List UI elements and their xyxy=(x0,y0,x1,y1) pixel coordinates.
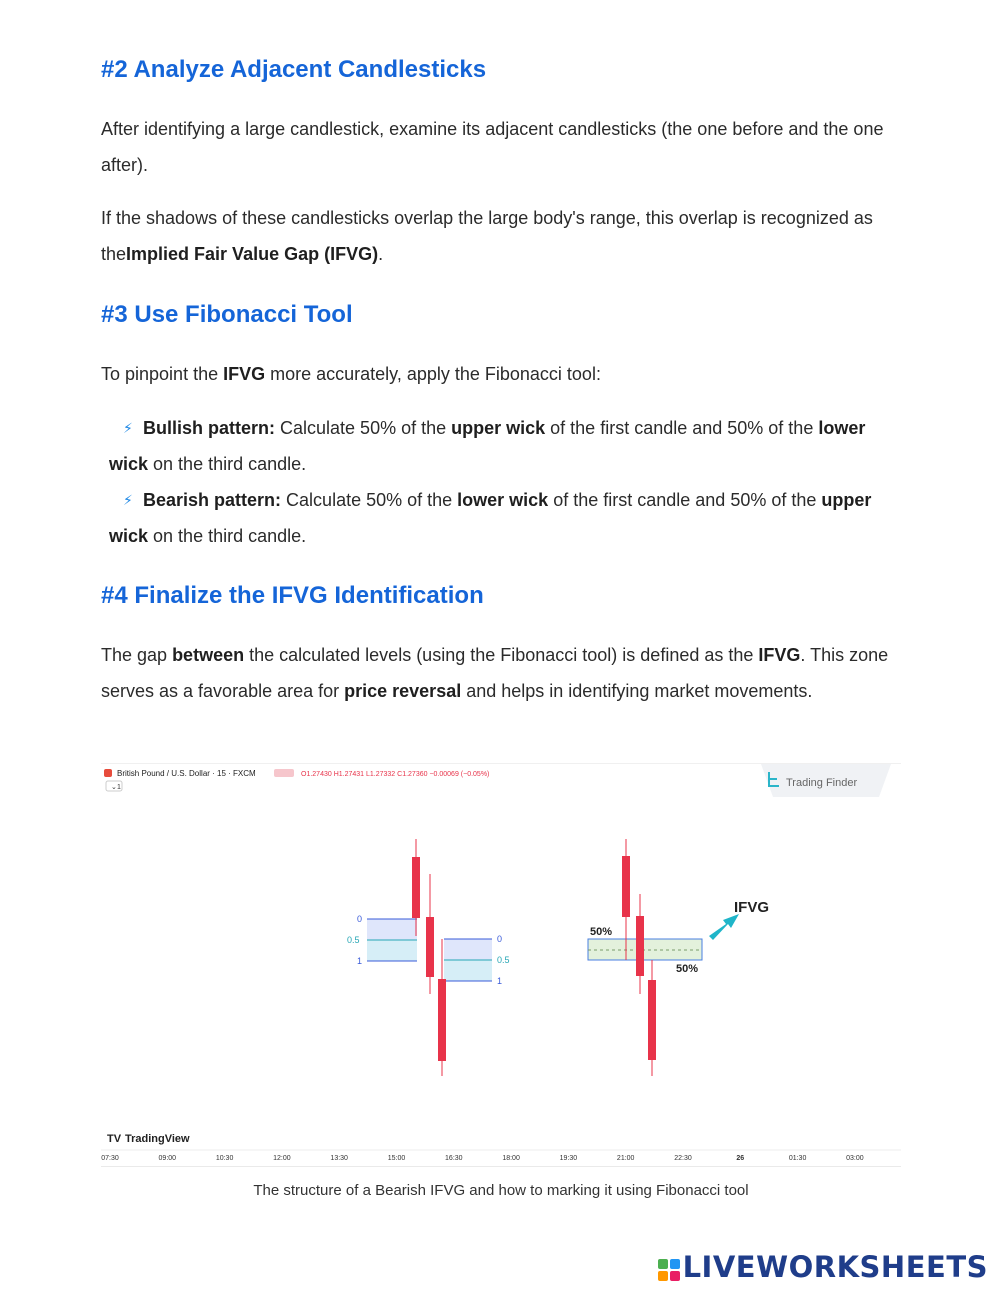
time-axis-tick: 01:30 xyxy=(788,1155,807,1162)
paragraph-overlap: If the shadows of these candlesticks overlap the large body's range, this overlap is recognized as theImplied Fair Value Gap (IFVG). xyxy=(101,208,873,264)
list-item-bullish: ⚡ Bullish pattern: Calculate 50% of the upper wick of the first candle and 50% of the lower wick on the third candle. xyxy=(109,410,901,482)
left-fib-0: 0 xyxy=(357,914,363,924)
lightning-icon: ⚡ xyxy=(123,492,133,508)
liveworksheets-logo: LIVEWORKSHEETS xyxy=(658,1250,988,1284)
time-axis-tick: 16:30 xyxy=(445,1155,463,1162)
flag-icon xyxy=(104,769,112,777)
lower-pct-label: 50% xyxy=(676,963,699,975)
section-heading-fibonacci: #3 Use Fibonacci Tool xyxy=(101,301,353,328)
right-fib-05: 0.5 xyxy=(497,955,510,965)
term-ifvg: Implied Fair Value Gap (IFVG) xyxy=(126,244,379,264)
section-heading-finalize: #4 Finalize the IFVG Identification xyxy=(101,582,484,609)
candle xyxy=(636,916,644,976)
left-fib-1: 1 xyxy=(357,956,363,966)
upper-pct-label: 50% xyxy=(590,926,613,938)
time-axis-tick: 10:30 xyxy=(215,1155,234,1162)
candle xyxy=(412,857,420,918)
tradingview-logo-icon: TV xyxy=(107,1133,122,1145)
list-item-bearish: ⚡ Bearish pattern: Calculate 50% of the lower wick of the first candle and 50% of the upper wick on the third candle. xyxy=(109,482,901,554)
right-fib-1: 1 xyxy=(497,976,503,986)
time-axis xyxy=(101,1155,864,1162)
ifvg-arrow-icon xyxy=(709,914,739,940)
ifvg-label: IFVG xyxy=(734,899,770,916)
paragraph-adjacent: After identifying a large candlestick, examine its adjacent candlesticks (the one before and the one after). xyxy=(101,119,884,175)
time-axis-tick: 15:00 xyxy=(387,1155,406,1162)
lightning-icon: ⚡ xyxy=(123,420,133,436)
left-candles xyxy=(412,839,446,1076)
time-axis-tick: 13:30 xyxy=(330,1155,348,1162)
time-axis-tick: 07:30 xyxy=(101,1155,119,1162)
chart-symbol: British Pound / U.S. Dollar · 15 · FXCM xyxy=(117,769,256,778)
right-fib-0: 0 xyxy=(497,934,503,944)
figure-caption: The structure of a Bearish IFVG and how to marking it using Fibonacci tool xyxy=(253,1182,749,1199)
tradingview-logo-text: TradingView xyxy=(125,1133,190,1145)
time-axis-tick: 22:30 xyxy=(674,1155,692,1162)
liveworksheets-tiles-icon xyxy=(658,1259,680,1281)
section-heading-analyze: #2 Analyze Adjacent Candlesticks xyxy=(101,56,487,83)
time-axis-tick: 09:00 xyxy=(158,1155,177,1162)
time-axis-tick: 26 xyxy=(736,1155,745,1162)
candle xyxy=(648,980,656,1060)
candle xyxy=(438,979,446,1061)
chart-ohlc: O1.27430 H1.27431 L1.27332 C1.27360 −0.00069 (−0.05%) xyxy=(301,771,490,778)
paragraph-finalize: The gap between the calculated levels (using the Fibonacci tool) is defined as the IFVG. This zone serves as a favorable area for price reversal and helps in identifying market movements. xyxy=(101,645,889,701)
candle xyxy=(622,856,630,917)
svg-text:1: 1 xyxy=(117,784,121,791)
time-axis-tick: 21:00 xyxy=(616,1155,635,1162)
time-axis-tick: 03:00 xyxy=(846,1155,864,1162)
left-fib-05: 0.5 xyxy=(347,935,360,945)
chart-figure xyxy=(101,763,901,1167)
paragraph-fib-intro: To pinpoint the IFVG more accurately, apply the Fibonacci tool: xyxy=(101,364,601,384)
market-status-badge xyxy=(274,769,294,777)
time-axis-tick: 18:00 xyxy=(502,1155,520,1162)
time-axis-tick: 12:00 xyxy=(273,1155,291,1162)
time-axis-tick: 19:30 xyxy=(559,1155,578,1162)
brand-name: Trading Finder xyxy=(786,777,858,789)
candle xyxy=(426,917,434,977)
interval-button-label: ⌄ xyxy=(111,784,117,791)
candlestick-chart xyxy=(101,764,901,1166)
